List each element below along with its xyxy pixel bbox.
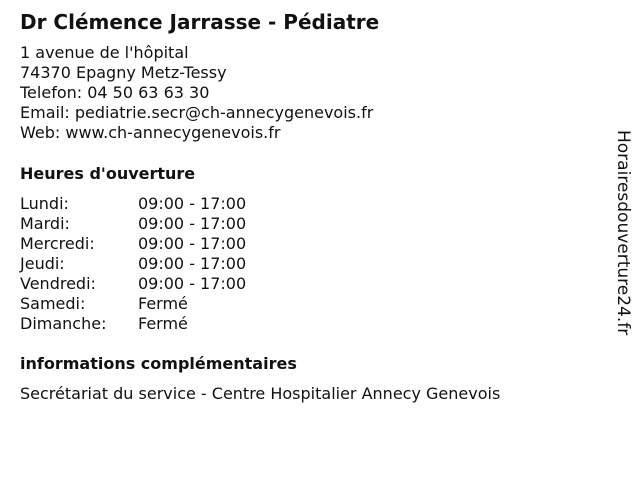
address-line-1: 1 avenue de l'hôpital (20, 43, 189, 62)
page-title: Dr Clémence Jarrasse - Pédiatre (20, 10, 380, 34)
day-label: Dimanche: (20, 314, 107, 333)
contact-block (20, 43, 373, 143)
day-hours: Fermé (138, 294, 188, 313)
day-label: Mardi: (20, 214, 70, 233)
address-line-2: 74370 Epagny Metz-Tessy (20, 63, 227, 82)
site-watermark: Horairesdouverture24.fr (613, 130, 633, 336)
additional-info-text: Secrétariat du service - Centre Hospitalier Annecy Genevois (20, 384, 501, 403)
day-hours: 09:00 - 17:00 (138, 274, 247, 293)
phone-text: Telefon: 04 50 63 63 30 (20, 83, 210, 102)
day-label: Mercredi: (20, 234, 95, 253)
day-hours: 09:00 - 17:00 (138, 254, 247, 273)
day-hours: 09:00 - 17:00 (138, 214, 247, 233)
day-label: Lundi: (20, 194, 69, 213)
web-text: Web: www.ch-annecygenevois.fr (20, 123, 281, 142)
additional-info-heading: informations complémentaires (20, 354, 297, 373)
opening-hours-heading: Heures d'ouverture (20, 164, 196, 183)
day-label: Samedi: (20, 294, 86, 313)
day-hours: Fermé (138, 314, 188, 333)
day-hours: 09:00 - 17:00 (138, 194, 247, 213)
day-label: Jeudi: (20, 254, 65, 273)
day-hours: 09:00 - 17:00 (138, 234, 247, 253)
day-label: Vendredi: (20, 274, 96, 293)
email-text: Email: pediatrie.secr@ch-annecygenevois.fr (20, 103, 374, 122)
